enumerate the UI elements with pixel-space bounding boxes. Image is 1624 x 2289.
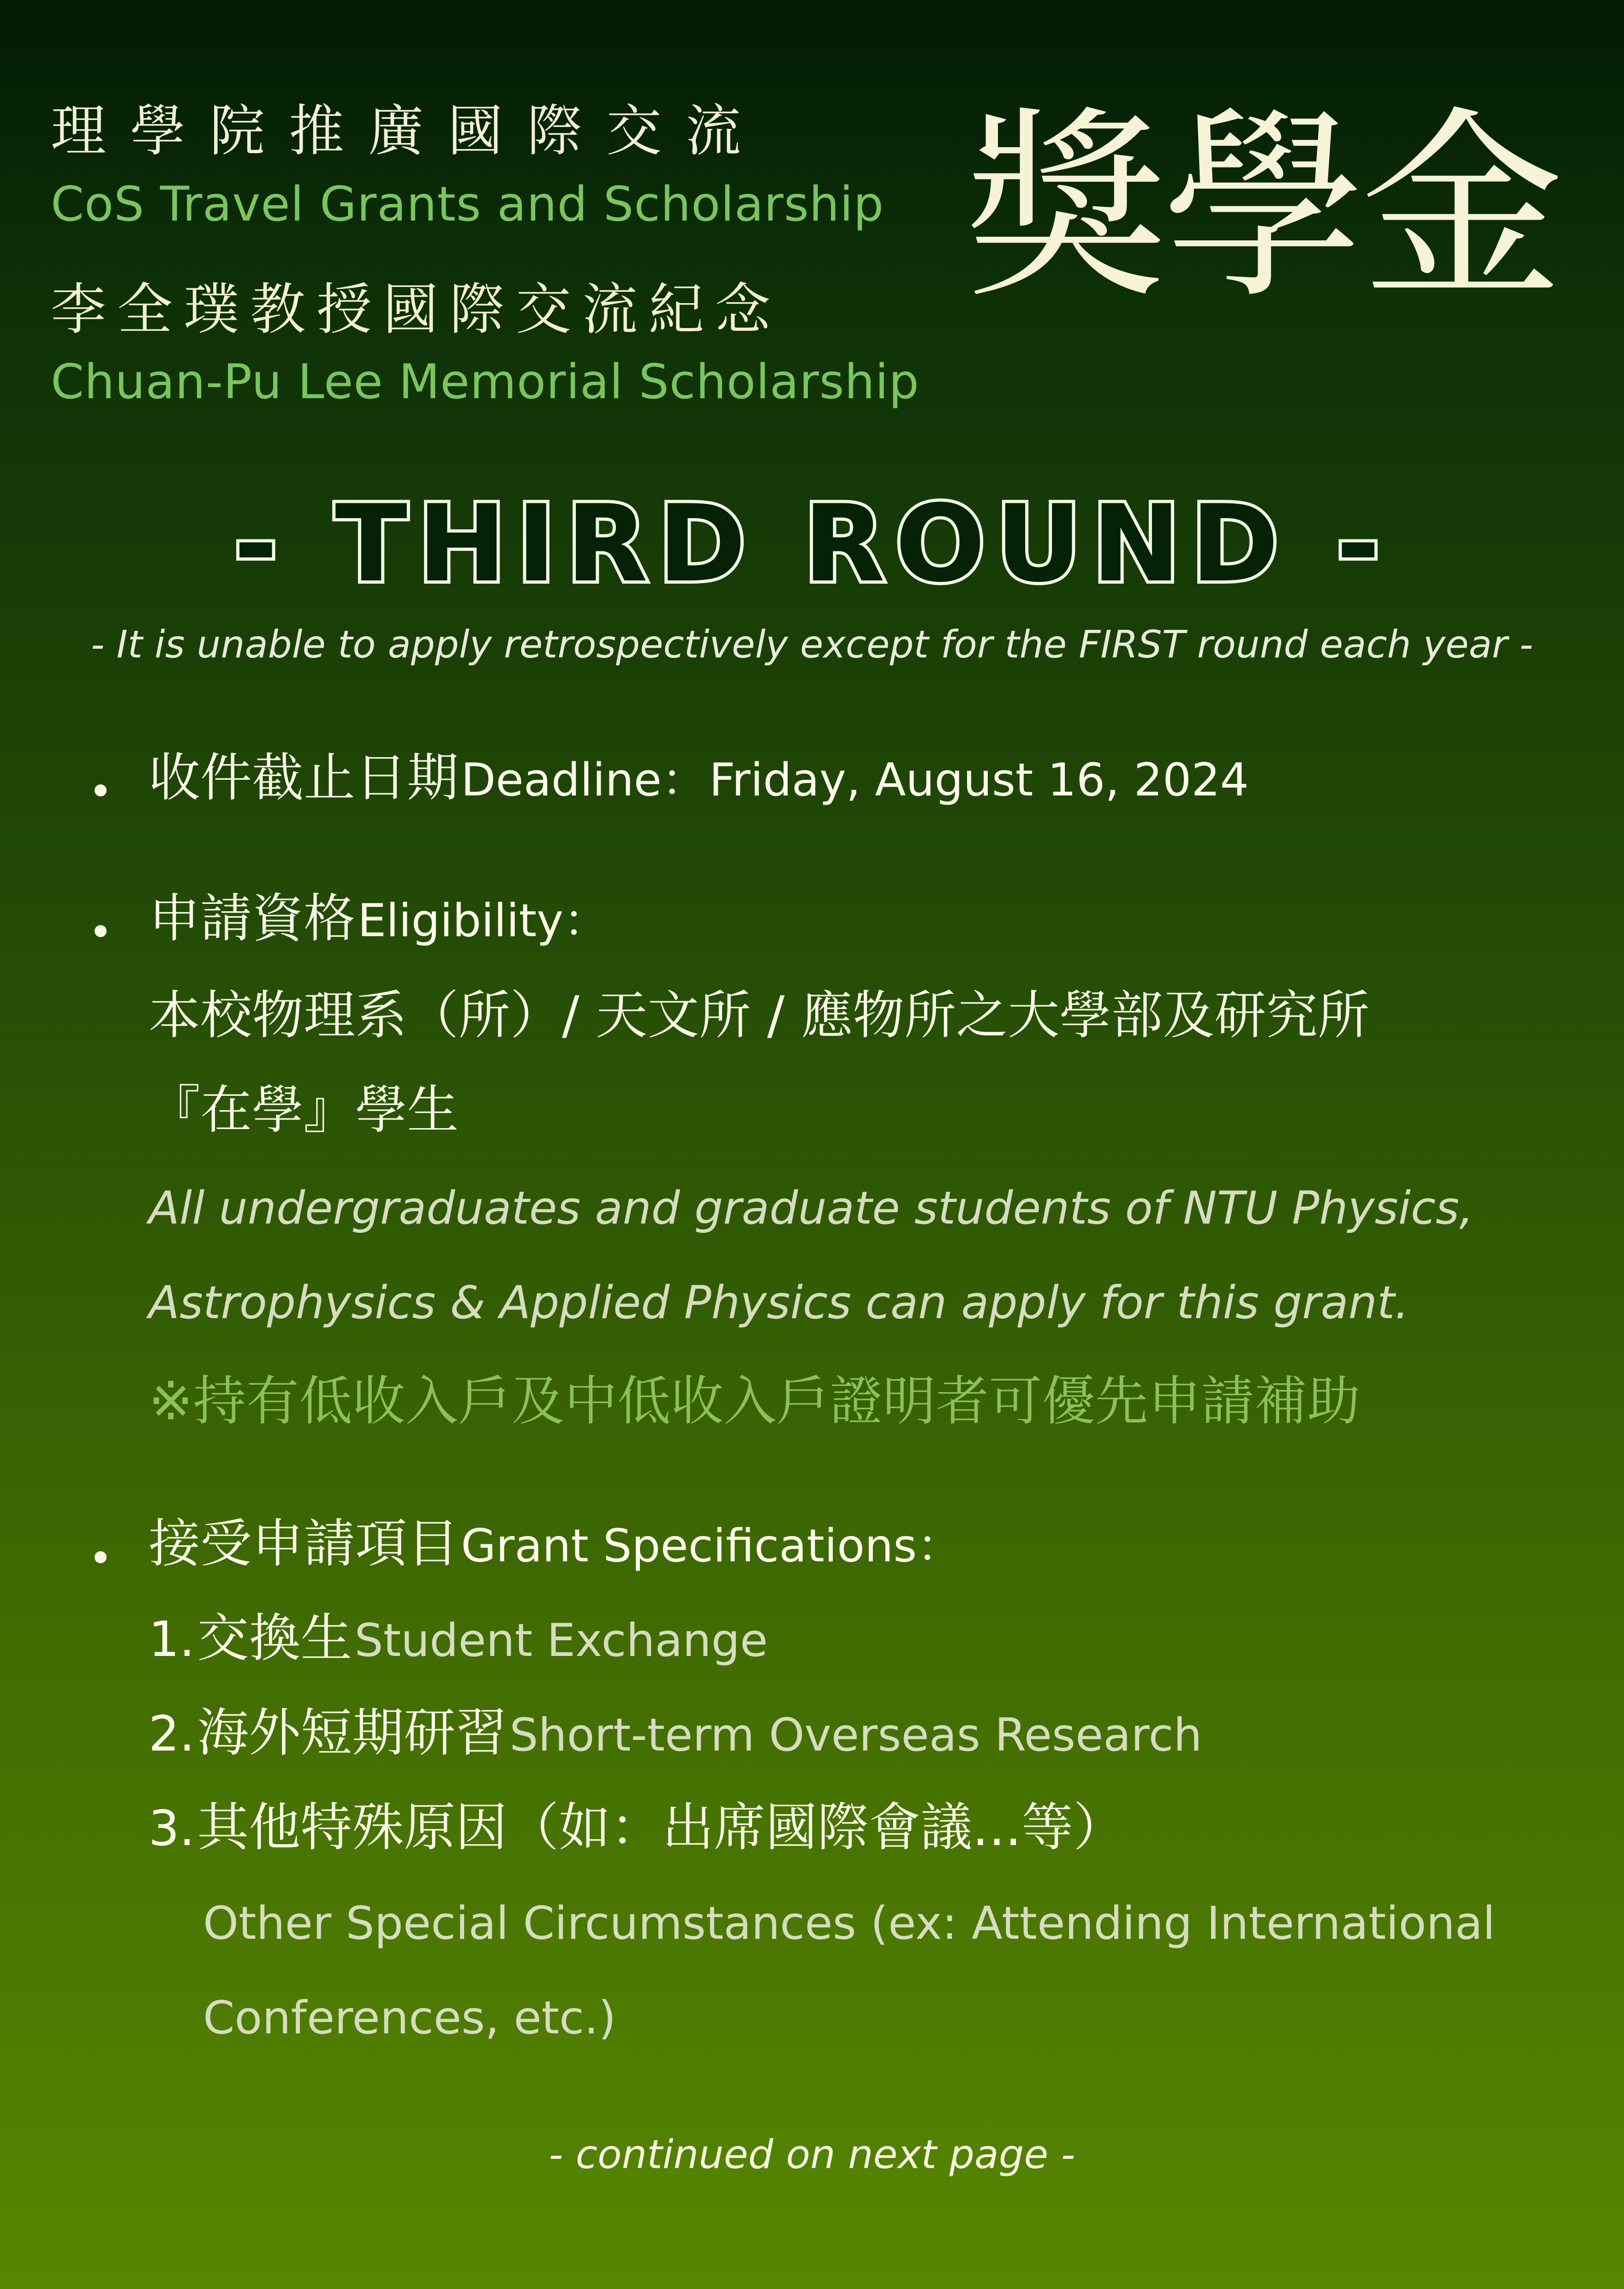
priority-note: ※持有低收入戶及中低收入戶證明者可優先申請補助 [149,1370,1361,1432]
grant-item-number: 3. [149,1800,195,1857]
college-name-zh: 理學院推廣國際交流 [51,99,765,163]
grant-item-zh: 海外短期研習 [197,1703,508,1763]
grant-item-number: 2. [149,1706,195,1762]
grants-label-zh: 接受申請項目 [149,1514,459,1574]
eligibility-heading [149,889,609,949]
memorial-name-zh: 李全璞教授國際交流紀念 [51,278,782,342]
deadline-label-zh: 收件截止日期 [149,748,459,808]
grant-item-zh: 其他特殊原因（如：出席國際會議...等） [197,1798,1125,1858]
scholarship-title: 獎學金 [964,90,1559,326]
grant-item-en-line1: Other Special Circumstances (ex: Attending International [203,1897,1495,1950]
eligibility-label-en: Eligibility： [358,895,609,947]
grant-item-en: Short-term Overseas Research [509,1709,1202,1762]
grant-item [149,1608,768,1668]
bullet-deadline [95,784,107,796]
round-title: - THIRD ROUND - [233,483,1391,606]
college-name-en: CoS Travel Grants and Scholarship [51,177,884,232]
grant-item-en: Student Exchange [354,1614,768,1667]
grant-item [149,1703,1202,1763]
eligibility-line2-en: Astrophysics & Applied Physics can apply for this grant. [149,1277,1409,1329]
eligibility-label-zh: 申請資格 [149,889,355,949]
grant-item-zh: 交換生 [197,1608,352,1668]
grants-label-en: Grant Specifications： [461,1520,962,1572]
grant-item-en-line2: Conferences, etc.) [203,1992,616,2044]
grants-heading [149,1514,962,1574]
bullet-eligibility [95,925,107,937]
deadline-row [149,748,1249,808]
grant-item-number: 1. [149,1611,195,1667]
bullet-grants [95,1551,107,1563]
eligibility-line2-zh: 『在學』學生 [149,1080,459,1140]
grant-item [149,1798,1125,1858]
eligibility-line1-zh: 本校物理系（所）/ 天文所 / 應物所之大學部及研究所 [149,986,1370,1046]
continued-note: - continued on next page - [549,2132,1075,2178]
deadline-value: Friday, August 16, 2024 [709,754,1249,807]
round-note: - It is unable to apply retrospectively except for the FIRST round each year - [90,623,1534,667]
memorial-name-en: Chuan-Pu Lee Memorial Scholarship [51,354,919,410]
eligibility-line1-en: All undergraduates and graduate students of NTU Physics, [149,1182,1474,1235]
deadline-label-en: Deadline： [461,754,707,807]
